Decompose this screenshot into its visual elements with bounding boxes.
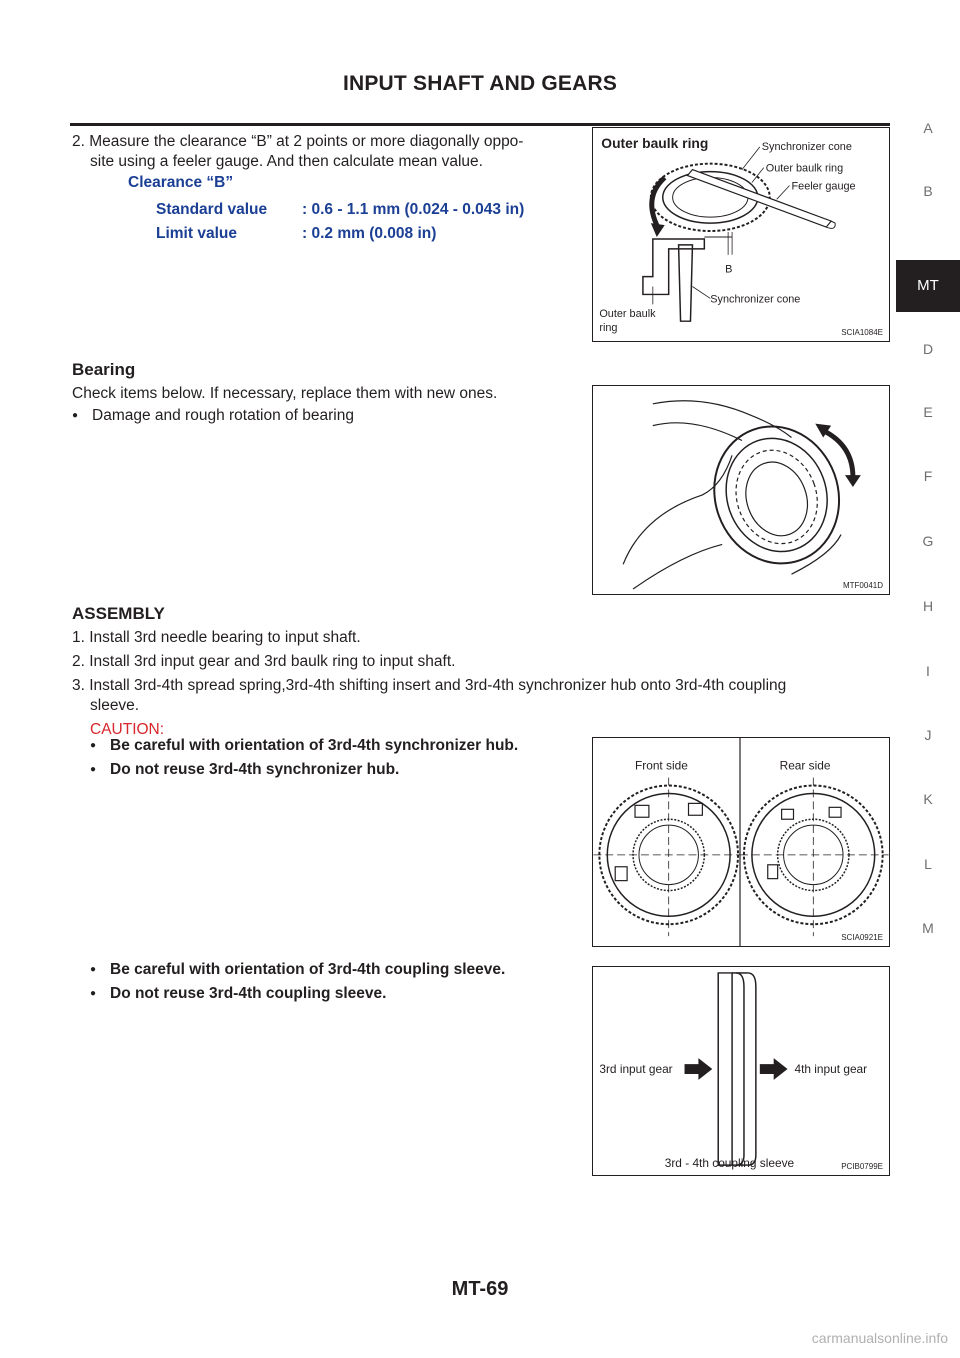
assembly-step3: 3. Install 3rd-4th spread spring,3rd-4th shifting insert and 3rd-4th synchronizer hub onto 3rd-4th coupling	[72, 677, 787, 694]
figure-outer-baulk-ring	[592, 127, 890, 342]
bearing-heading: Bearing	[72, 360, 136, 379]
fig1-label-outer-baulk-ring: Outer baulk ring	[765, 162, 844, 175]
section-l[interactable]: L	[924, 856, 932, 872]
section-d[interactable]: D	[922, 341, 934, 357]
fig1-label-ring: ring	[599, 322, 618, 335]
outer-baulk-ring-illustration	[593, 128, 889, 341]
caution-orientation-sleeve: ● Be careful with orientation of 3rd-4th coupling sleeve.	[90, 960, 505, 979]
section-m[interactable]: M	[922, 920, 934, 936]
fig4-bottom-label: 3rd - 4th coupling sleeve	[664, 1156, 795, 1171]
fig4-id: PCIB0799E	[841, 1162, 883, 1171]
fig1-label-synchronizer-cone-bottom: Synchronizer cone	[710, 293, 801, 306]
assembly-step1: 1. Install 3rd needle bearing to input shaft.	[72, 629, 361, 646]
caution-orientation-hub: ● Be careful with orientation of 3rd-4th synchronizer hub.	[90, 736, 518, 755]
section-h[interactable]: H	[922, 598, 934, 614]
clearance-step-cont: site using a feeler gauge. And then calculate mean value.	[90, 153, 483, 170]
section-g[interactable]: G	[922, 533, 934, 549]
figure-coupling-sleeve	[592, 966, 890, 1176]
section-mt-active[interactable]: MT	[896, 260, 960, 312]
section-b[interactable]: B	[923, 183, 933, 199]
fig2-id: MTF0041D	[842, 581, 883, 590]
caution-label: CAUTION:	[90, 721, 165, 738]
limit-label: Limit value	[156, 225, 237, 242]
synchronizer-hub-illustration	[593, 738, 889, 946]
clearance-step: 2. Measure the clearance “B” at 2 points or more diagonally oppo-	[72, 133, 524, 150]
section-j[interactable]: J	[924, 727, 932, 743]
fig1-label-outer-baulk: Outer baulk	[599, 308, 656, 321]
assembly-step2: 2. Install 3rd input gear and 3rd baulk ring to input shaft.	[72, 653, 456, 670]
fig1-title: Outer baulk ring	[601, 134, 709, 151]
fig1-id: SCIA1084E	[841, 328, 883, 337]
watermark[interactable]: carmanualsonline.info	[811, 1330, 948, 1346]
fig4-left-label: 3rd input gear	[599, 1061, 673, 1076]
section-a[interactable]: A	[923, 120, 933, 136]
fig1-label-feeler-gauge: Feeler gauge	[791, 180, 856, 193]
caution-reuse-hub: ● Do not reuse 3rd-4th synchronizer hub.	[90, 760, 399, 779]
standard-value: : 0.6 - 1.1 mm (0.024 - 0.043 in)	[302, 201, 525, 218]
fig4-right-label: 4th input gear	[794, 1061, 868, 1076]
coupling-sleeve-illustration	[593, 967, 889, 1175]
section-e[interactable]: E	[923, 404, 933, 420]
title-rule	[70, 123, 890, 126]
bearing-illustration	[593, 386, 889, 594]
assembly-step3-cont: sleeve.	[90, 697, 140, 714]
fig3-id: SCIA0921E	[841, 933, 883, 942]
clearance-label: Clearance “B”	[128, 174, 234, 191]
fig3-front-label: Front side	[635, 758, 688, 773]
page-number: MT-69	[451, 1278, 509, 1300]
standard-label: Standard value	[156, 201, 268, 218]
figure-synchronizer-hub	[592, 737, 890, 947]
figure-bearing-check	[592, 385, 890, 595]
page-title: INPUT SHAFT AND GEARS	[342, 72, 618, 95]
fig1-label-synchronizer-cone-top: Synchronizer cone	[761, 140, 852, 153]
bearing-text: Check items below. If necessary, replace them with new ones.	[72, 385, 498, 402]
section-f[interactable]: F	[923, 468, 933, 484]
fig1-label-b: B	[725, 263, 733, 276]
section-k[interactable]: K	[923, 791, 933, 807]
fig3-rear-label: Rear side	[779, 758, 831, 773]
section-i[interactable]: I	[926, 663, 930, 679]
bearing-bullet: ● Damage and rough rotation of bearing	[72, 406, 354, 425]
limit-value: : 0.2 mm (0.008 in)	[302, 225, 437, 242]
assembly-heading: ASSEMBLY	[72, 604, 165, 623]
caution-reuse-sleeve: ● Do not reuse 3rd-4th coupling sleeve.	[90, 984, 386, 1003]
